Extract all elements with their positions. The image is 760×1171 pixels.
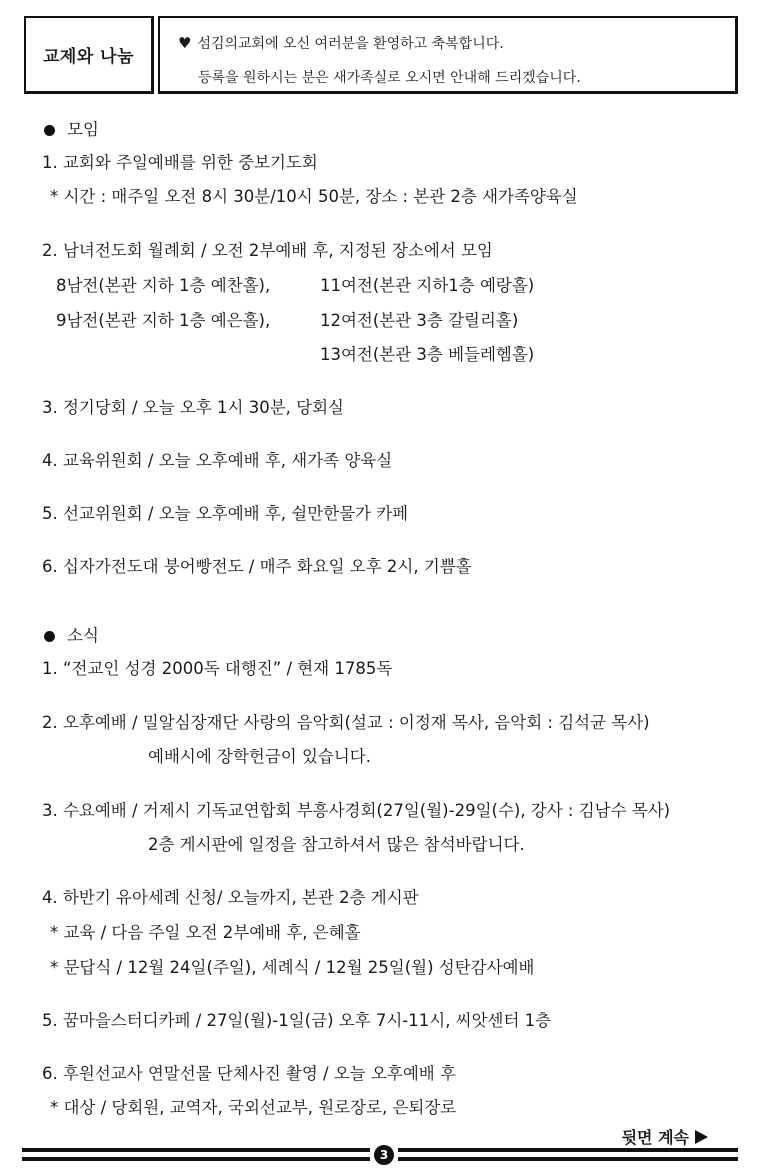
welcome-line-1 (178, 32, 735, 54)
meetings-heading-label: 모임 (67, 120, 99, 139)
news-item: 2층 게시판에 일정을 참고하셔서 많은 참석바랍니다. (148, 835, 525, 854)
news-item: * 문답식 / 12월 24일(주일), 세례식 / 12월 25일(월) 성탄감사예배 (50, 958, 535, 977)
triangle-right-icon (695, 1130, 708, 1144)
meeting-item: 5. 선교위원회 / 오늘 오후예배 후, 쉴만한물가 카페 (42, 504, 409, 523)
news-heading-label: 소식 (67, 626, 99, 645)
section-title-box (24, 16, 154, 94)
meeting-item: 3. 정기당회 / 오늘 오후 1시 30분, 당회실 (42, 398, 344, 417)
news-item: * 교육 / 다음 주일 오전 2부예배 후, 은혜홀 (50, 923, 361, 942)
news-item: 6. 후원선교사 연말선물 단체사진 촬영 / 오늘 오후예배 후 (42, 1064, 456, 1083)
news-item: 4. 하반기 유아세례 신청/ 오늘까지, 본관 2층 게시판 (42, 888, 419, 907)
bullet-icon (44, 631, 55, 642)
welcome-text-2: 등록을 원하시는 분은 새가족실로 오시면 안내해 드리겠습니다. (198, 70, 581, 86)
section-title: 교제와 나눔 (42, 47, 135, 67)
welcome-box (158, 16, 738, 94)
news-heading (44, 625, 99, 647)
continue-on-back-label (622, 1125, 708, 1148)
meetings-heading (44, 119, 99, 141)
meeting-item: 4. 교육위원회 / 오늘 오후예배 후, 새가족 양육실 (42, 451, 393, 470)
meeting-item: 13여전(본관 3층 베들레헴홀) (320, 345, 535, 364)
meeting-item: 9남전(본관 지하 1층 예은홀), (56, 311, 271, 330)
welcome-text-1: 섬김의교회에 오신 여러분을 환영하고 축복합니다. (197, 36, 504, 52)
news-item: 2. 오후예배 / 밀알심장재단 사랑의 음악회(설교 : 이정재 목사, 음악회 : 김석균 목사) (42, 713, 650, 732)
news-item: 3. 수요예배 / 거제시 기독교연합회 부흥사경회(27일(월)-29일(수), 강사 : 김남수 목사) (42, 801, 671, 820)
welcome-line-2 (178, 66, 735, 88)
news-item: * 대상 / 당회원, 교역자, 국외선교부, 원로장로, 은퇴장로 (50, 1098, 457, 1117)
bullet-icon (44, 125, 55, 136)
news-item: 1. “전교인 성경 2000독 대행진” / 현재 1785독 (42, 659, 393, 678)
meeting-item: * 시간 : 매주일 오전 8시 30분/10시 50분, 장소 : 본관 2층 새가족양육실 (50, 187, 578, 206)
meeting-item: 2. 남녀전도회 월례회 / 오전 2부예배 후, 지정된 장소에서 모임 (42, 241, 493, 260)
news-item: 5. 꿈마을스터디카페 / 27일(월)-1일(금) 오후 7시-11시, 씨앗센터 1층 (42, 1011, 552, 1030)
meeting-item: 1. 교회와 주일예배를 위한 중보기도회 (42, 153, 318, 172)
meeting-item: 6. 십자가전도대 붕어빵전도 / 매주 화요일 오후 2시, 기쁨홀 (42, 557, 472, 576)
page-number: 3 (374, 1145, 394, 1165)
heart-icon: ♥ (178, 34, 192, 52)
continue-text: 뒷면 계속 (621, 1128, 689, 1147)
footer-divider-right (398, 1148, 738, 1161)
meeting-item: 8남전(본관 지하 1층 예찬홀), (56, 276, 271, 295)
meeting-item: 12여전(본관 3층 갈릴리홀) (320, 311, 519, 330)
footer-divider-left (22, 1148, 370, 1161)
news-item: 예배시에 장학헌금이 있습니다. (148, 747, 371, 766)
meeting-item: 11여전(본관 지하1층 예랑홀) (320, 276, 535, 295)
